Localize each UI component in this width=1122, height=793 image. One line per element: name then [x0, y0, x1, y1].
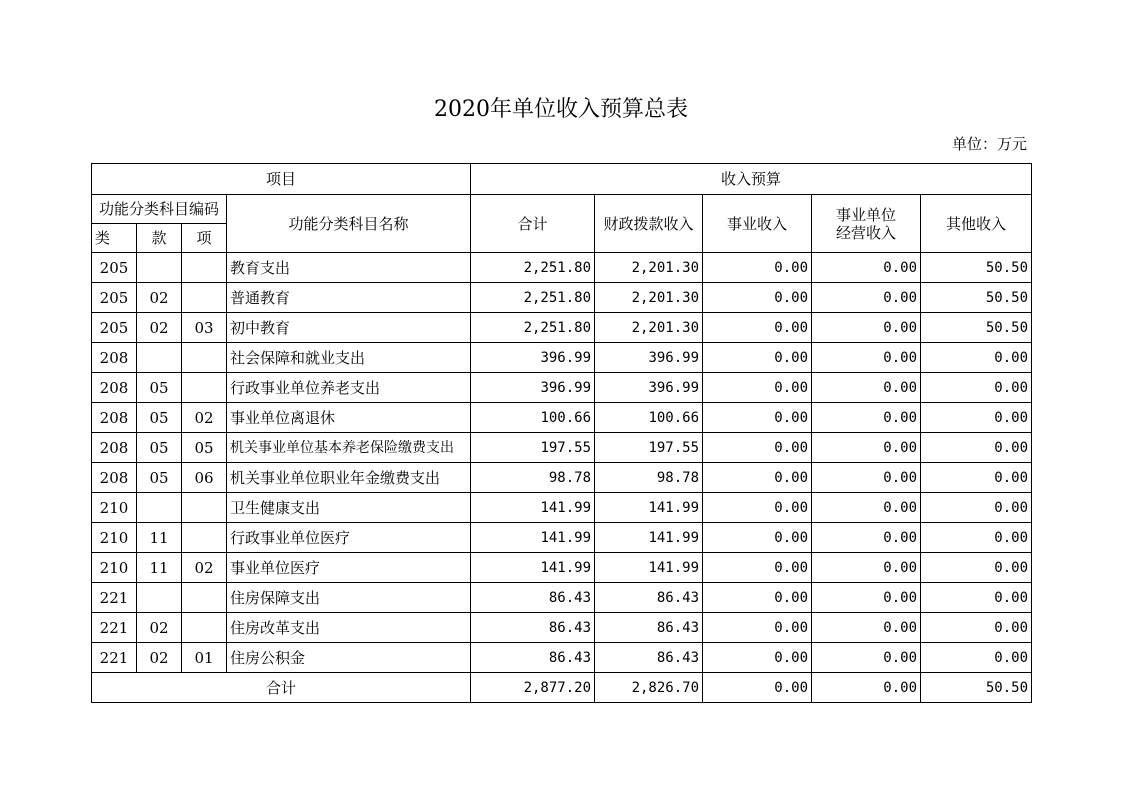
cell-total: 396.99: [471, 373, 595, 403]
table-row: [92, 583, 1032, 613]
cell-business: 0.00: [703, 493, 812, 523]
table-row: [92, 553, 1032, 583]
cell-business: 0.00: [703, 373, 812, 403]
cell-xiang: [182, 523, 227, 553]
header-fiscal: 财政拨款收入: [595, 195, 703, 253]
table-row: [92, 313, 1032, 343]
table-row: [92, 463, 1032, 493]
cell-kuan: 02: [137, 613, 182, 643]
table-row: [92, 373, 1032, 403]
cell-lei: 208: [92, 403, 137, 433]
cell-fiscal: 98.78: [595, 463, 703, 493]
cell-kuan: 02: [137, 313, 182, 343]
cell-kuan: 05: [137, 463, 182, 493]
cell-xiang: [182, 583, 227, 613]
cell-business: 0.00: [703, 643, 812, 673]
cell-other: 0.00: [921, 373, 1032, 403]
cell-xiang: 02: [182, 403, 227, 433]
table-row: [92, 403, 1032, 433]
cell-total: 141.99: [471, 523, 595, 553]
cell-xiang: 05: [182, 433, 227, 463]
cell-name: 住房改革支出: [227, 613, 471, 643]
table-row: [92, 613, 1032, 643]
cell-lei: 210: [92, 553, 137, 583]
cell-lei: 208: [92, 373, 137, 403]
cell-other: 50.50: [921, 313, 1032, 343]
total-operating: 0.00: [812, 673, 921, 703]
total-row: [92, 673, 1032, 703]
cell-other: 0.00: [921, 343, 1032, 373]
cell-fiscal: 141.99: [595, 523, 703, 553]
cell-name: 社会保障和就业支出: [227, 343, 471, 373]
header-operating-line1: 事业单位: [836, 205, 897, 224]
cell-business: 0.00: [703, 463, 812, 493]
cell-kuan: 02: [137, 643, 182, 673]
header-other: 其他收入: [921, 195, 1032, 253]
cell-lei: 208: [92, 433, 137, 463]
cell-other: 0.00: [921, 403, 1032, 433]
cell-name: 普通教育: [227, 283, 471, 313]
cell-total: 396.99: [471, 343, 595, 373]
cell-lei: 205: [92, 313, 137, 343]
cell-kuan: [137, 343, 182, 373]
cell-lei: 208: [92, 343, 137, 373]
cell-total: 2,251.80: [471, 253, 595, 283]
cell-lei: 221: [92, 643, 137, 673]
table-row: [92, 493, 1032, 523]
table-row: [92, 523, 1032, 553]
cell-fiscal: 86.43: [595, 583, 703, 613]
header-kuan: 款: [137, 224, 182, 253]
cell-total: 86.43: [471, 643, 595, 673]
cell-total: 98.78: [471, 463, 595, 493]
cell-business: 0.00: [703, 253, 812, 283]
cell-xiang: [182, 253, 227, 283]
table-row: [92, 253, 1032, 283]
cell-kuan: [137, 583, 182, 613]
header-income-budget: 收入预算: [471, 164, 1032, 195]
cell-lei: 221: [92, 613, 137, 643]
cell-other: 0.00: [921, 493, 1032, 523]
cell-total: 141.99: [471, 493, 595, 523]
total-other: 50.50: [921, 673, 1032, 703]
cell-xiang: 02: [182, 553, 227, 583]
cell-operating: 0.00: [812, 313, 921, 343]
cell-fiscal: 141.99: [595, 553, 703, 583]
cell-other: 0.00: [921, 553, 1032, 583]
cell-business: 0.00: [703, 283, 812, 313]
cell-operating: 0.00: [812, 373, 921, 403]
cell-fiscal: 396.99: [595, 373, 703, 403]
cell-operating: 0.00: [812, 613, 921, 643]
cell-operating: 0.00: [812, 283, 921, 313]
cell-business: 0.00: [703, 433, 812, 463]
cell-other: 0.00: [921, 613, 1032, 643]
cell-name: 行政事业单位医疗: [227, 523, 471, 553]
cell-fiscal: 396.99: [595, 343, 703, 373]
cell-name: 机关事业单位职业年金缴费支出: [227, 463, 471, 493]
header-name-col: 功能分类科目名称: [227, 195, 471, 253]
cell-fiscal: 2,201.30: [595, 313, 703, 343]
header-code-group: 功能分类科目编码: [92, 195, 227, 224]
cell-kuan: 05: [137, 433, 182, 463]
header-xiang: 项: [182, 224, 227, 253]
cell-other: 0.00: [921, 643, 1032, 673]
unit-label: 单位：万元: [951, 135, 1027, 153]
cell-lei: 205: [92, 253, 137, 283]
cell-name: 住房公积金: [227, 643, 471, 673]
cell-operating: 0.00: [812, 343, 921, 373]
table-row: [92, 343, 1032, 373]
cell-fiscal: 86.43: [595, 613, 703, 643]
cell-operating: 0.00: [812, 463, 921, 493]
cell-operating: 0.00: [812, 403, 921, 433]
cell-business: 0.00: [703, 583, 812, 613]
cell-xiang: [182, 283, 227, 313]
header-business: 事业收入: [703, 195, 812, 253]
cell-other: 0.00: [921, 433, 1032, 463]
cell-lei: 208: [92, 463, 137, 493]
cell-lei: 210: [92, 523, 137, 553]
page-title: 2020年单位收入预算总表: [434, 97, 688, 122]
table-row: [92, 433, 1032, 463]
cell-fiscal: 2,201.30: [595, 253, 703, 283]
header-row-2: [92, 195, 1032, 224]
cell-fiscal: 141.99: [595, 493, 703, 523]
cell-name: 事业单位医疗: [227, 553, 471, 583]
cell-business: 0.00: [703, 313, 812, 343]
header-total: 合计: [471, 195, 595, 253]
total-total: 2,877.20: [471, 673, 595, 703]
total-label: 合计: [92, 673, 471, 703]
cell-name: 机关事业单位基本养老保险缴费支出: [227, 433, 471, 463]
table-row: [92, 283, 1032, 313]
cell-lei: 210: [92, 493, 137, 523]
cell-operating: 0.00: [812, 253, 921, 283]
cell-kuan: 05: [137, 373, 182, 403]
cell-name: 行政事业单位养老支出: [227, 373, 471, 403]
cell-fiscal: 197.55: [595, 433, 703, 463]
cell-operating: 0.00: [812, 643, 921, 673]
cell-other: 0.00: [921, 463, 1032, 493]
cell-kuan: 11: [137, 553, 182, 583]
cell-operating: 0.00: [812, 553, 921, 583]
header-lei: 类: [92, 224, 137, 253]
cell-kuan: 05: [137, 403, 182, 433]
cell-fiscal: 100.66: [595, 403, 703, 433]
cell-xiang: 03: [182, 313, 227, 343]
header-operating: [812, 195, 921, 253]
cell-kuan: 11: [137, 523, 182, 553]
cell-fiscal: 86.43: [595, 643, 703, 673]
cell-name: 初中教育: [227, 313, 471, 343]
cell-other: 0.00: [921, 523, 1032, 553]
cell-total: 86.43: [471, 613, 595, 643]
cell-total: 100.66: [471, 403, 595, 433]
table-row: [92, 643, 1032, 673]
cell-name: 教育支出: [227, 253, 471, 283]
cell-xiang: [182, 613, 227, 643]
cell-fiscal: 2,201.30: [595, 283, 703, 313]
cell-kuan: 02: [137, 283, 182, 313]
cell-business: 0.00: [703, 523, 812, 553]
cell-total: 141.99: [471, 553, 595, 583]
cell-operating: 0.00: [812, 523, 921, 553]
cell-xiang: [182, 493, 227, 523]
income-budget-table: [91, 163, 1032, 703]
cell-lei: 221: [92, 583, 137, 613]
cell-business: 0.00: [703, 343, 812, 373]
header-row-1: [92, 164, 1032, 195]
cell-xiang: [182, 343, 227, 373]
cell-total: 197.55: [471, 433, 595, 463]
cell-business: 0.00: [703, 553, 812, 583]
cell-lei: 205: [92, 283, 137, 313]
cell-business: 0.00: [703, 613, 812, 643]
cell-name: 住房保障支出: [227, 583, 471, 613]
cell-operating: 0.00: [812, 433, 921, 463]
cell-xiang: 01: [182, 643, 227, 673]
header-project: 项目: [92, 164, 471, 195]
cell-other: 0.00: [921, 583, 1032, 613]
total-fiscal: 2,826.70: [595, 673, 703, 703]
cell-kuan: [137, 493, 182, 523]
cell-business: 0.00: [703, 403, 812, 433]
cell-other: 50.50: [921, 253, 1032, 283]
cell-operating: 0.00: [812, 493, 921, 523]
header-operating-line2: 经营收入: [836, 223, 897, 242]
cell-total: 86.43: [471, 583, 595, 613]
cell-kuan: [137, 253, 182, 283]
cell-total: 2,251.80: [471, 283, 595, 313]
cell-total: 2,251.80: [471, 313, 595, 343]
cell-xiang: 06: [182, 463, 227, 493]
cell-name: 卫生健康支出: [227, 493, 471, 523]
cell-operating: 0.00: [812, 583, 921, 613]
cell-xiang: [182, 373, 227, 403]
total-business: 0.00: [703, 673, 812, 703]
cell-other: 50.50: [921, 283, 1032, 313]
cell-name: 事业单位离退休: [227, 403, 471, 433]
